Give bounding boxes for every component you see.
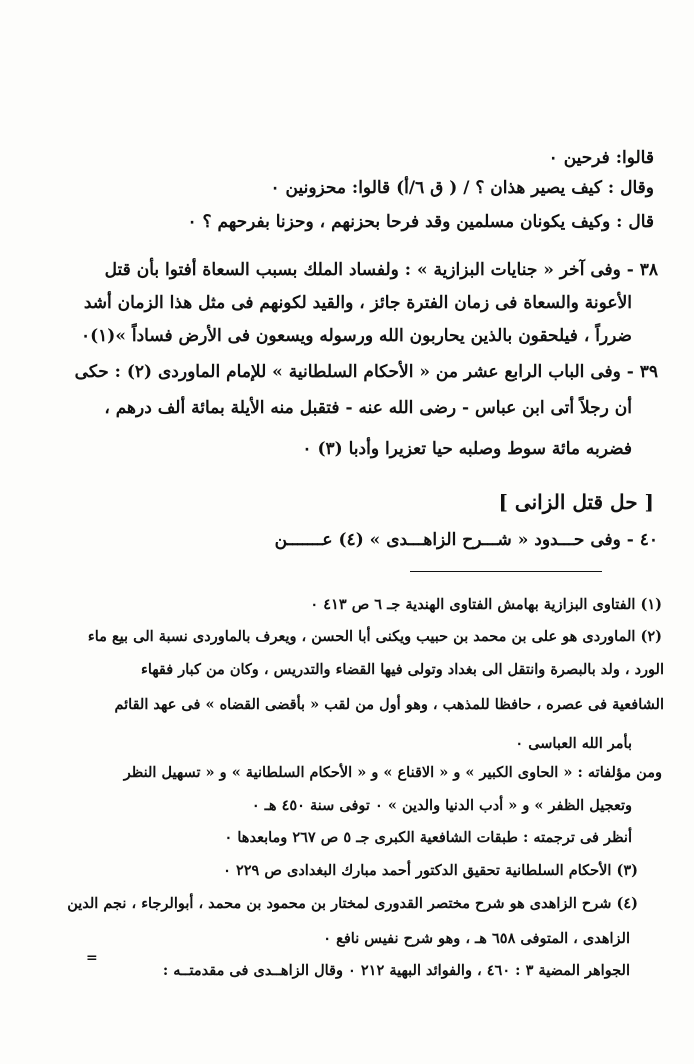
footnote-1: (١) الفتاوى البزازية بهامش الفتاوى الهندية جـ ٦ ص ٤١٣ ٠ — [310, 596, 662, 613]
body-line-4: ٣٨ - وفى آخر « جنايات البزازية » : ولفساد الملك بسبب السعاة أفتوا بأن قتل — [104, 260, 658, 280]
body-line-5: الأعونة والسعاة فى زمان الفترة جائز ، والقيد لكونهم فى مثل هذا الزمان أشد — [83, 293, 632, 313]
footnote-2-works-cont: وتعجيل الظفر » و « أدب الدنيا والدين » ٠ توفى سنة ٤٥٠ هـ ٠ — [251, 797, 632, 814]
footnote-2-source: أنظر فى ترجمته : طبقات الشافعية الكبرى جـ ٥ ص ٢٦٧ ومابعدها ٠ — [224, 829, 632, 846]
marginal-mark: = — [86, 950, 98, 966]
body-line-40: ٤٠ - وفى حـــدود « شـــرح الزاهـــدى » (٤) عـــــــن — [274, 530, 658, 550]
body-line-8: أن رجلاً أتى ابن عباس - رضى الله عنه - فتقبل منه الأيلة بمائة ألف درهم ، — [104, 398, 632, 418]
body-line-9: فضربه مائة سوط وصلبه حيا تعزيرا وأدبا (٣) ٠ — [302, 439, 632, 459]
body-line-2: وقال : كيف يصير هذان ؟ / ( ق ٦/أ) قالوا: محزونين ٠ — [270, 178, 654, 198]
footnote-4-cont-2: الجواهر المضية ٣ : ٤٦٠ ، والفوائد البهية ٢١٢ ٠ وقال الزاهــدى فى مقدمتــه : — [162, 962, 630, 979]
footnote-4-cont-1: الزاهدى ، المتوفى ٦٥٨ هـ ، وهو شرح نفيس نافع ٠ — [323, 930, 630, 947]
body-line-7: ٣٩ - وفى الباب الرابع عشر من « الأحكام السلطانية » للإمام الماوردى (٢) : حكى — [74, 362, 658, 382]
footnote-2: (٢) الماوردى هو على بن محمد بن حبيب ويكنى أبا الحسن ، ويعرف بالماوردى نسبة الى بيع ماء — [87, 628, 662, 645]
body-line-3: قال : وكيف يكونان مسلمين وقد فرحا بحزنهم ، وحزنا بفرحهم ؟ ٠ — [187, 212, 654, 232]
section-heading: [ حل قتل الزانى ] — [498, 490, 654, 514]
body-line-6: ضرراً ، فيلحقون بالذين يحاربون الله ورسوله ويسعون فى الأرض فساداً »(١)٠ — [80, 326, 632, 346]
footnote-4: (٤) شرح الزاهدى هو شرح مختصر القدورى لمختار بن محمود بن محمد ، أبوالرجاء ، نجم الدين — [67, 895, 638, 912]
footnote-2-works: ومن مؤلفاته : « الحاوى الكبير » و « الاقناع » و « الأحكام السلطانية » و « تسهيل النظر — [123, 764, 662, 781]
footnote-3: (٣) الأحكام السلطانية تحقيق الدكتور أحمد مبارك البغدادى ص ٢٢٩ ٠ — [223, 862, 638, 879]
footnote-separator — [410, 571, 602, 572]
body-line-1: قالوا: فرحين ٠ — [548, 148, 654, 168]
footnote-2-cont-1: الورد ، ولد بالبصرة وانتقل الى بغداد وتولى فيها القضاء والتدريس ، وكان من كبار فقهاء — [141, 661, 664, 678]
footnote-2-cont-2: الشافعية فى عصره ، حافظا للمذهب ، وهو أول من لقب « بأقضى القضاه » فى عهد القائم — [114, 696, 664, 713]
footnote-2-cont-3: بأمر الله العباسى ٠ — [515, 735, 632, 752]
